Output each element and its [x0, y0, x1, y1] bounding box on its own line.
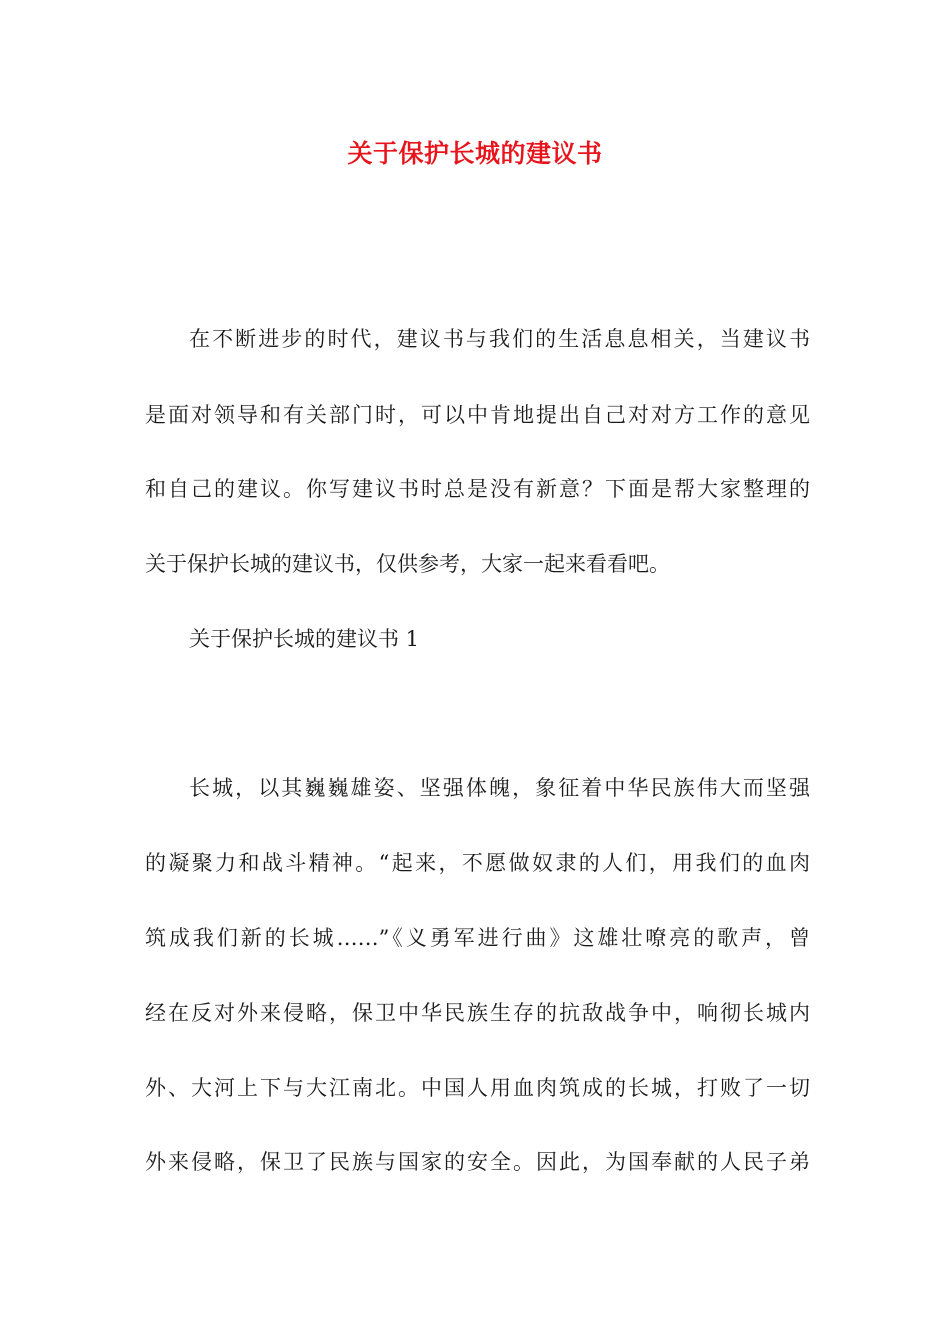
intro-line: 是面对领导和有关部门时，可以中肯地提出自己对对方工作的意见: [145, 403, 810, 427]
intro-line: 在不断进步的时代，建议书与我们的生活息息相关，当建议书: [189, 327, 810, 351]
body-line: 长城，以其巍巍雄姿、坚强体魄，象征着中华民族伟大而坚强: [189, 776, 810, 800]
body-line: 外来侵略，保卫了民族与国家的安全。因此，为国奉献的人民子弟: [145, 1150, 810, 1174]
section-heading: 关于保护长城的建议书 1: [189, 627, 420, 651]
intro-line: 和自己的建议。你写建议书时总是没有新意？下面是帮大家整理的: [145, 477, 810, 501]
body-line: 经在反对外来侵略，保卫中华民族生存的抗敌战争中，响彻长城内: [145, 1001, 810, 1025]
body-line: 的凝聚力和战斗精神。“起来，不愿做奴隶的人们，用我们的血肉: [145, 851, 810, 875]
body-line: 筑成我们新的长城……”《义勇军进行曲》这雄壮嘹亮的歌声，曾: [145, 926, 810, 950]
body-line: 外、大河上下与大江南北。中国人用血肉筑成的长城，打败了一切: [145, 1076, 810, 1100]
intro-line: 关于保护长城的建议书，仅供参考，大家一起来看看吧。: [145, 552, 670, 576]
document-title: 关于保护长城的建议书: [347, 139, 603, 168]
